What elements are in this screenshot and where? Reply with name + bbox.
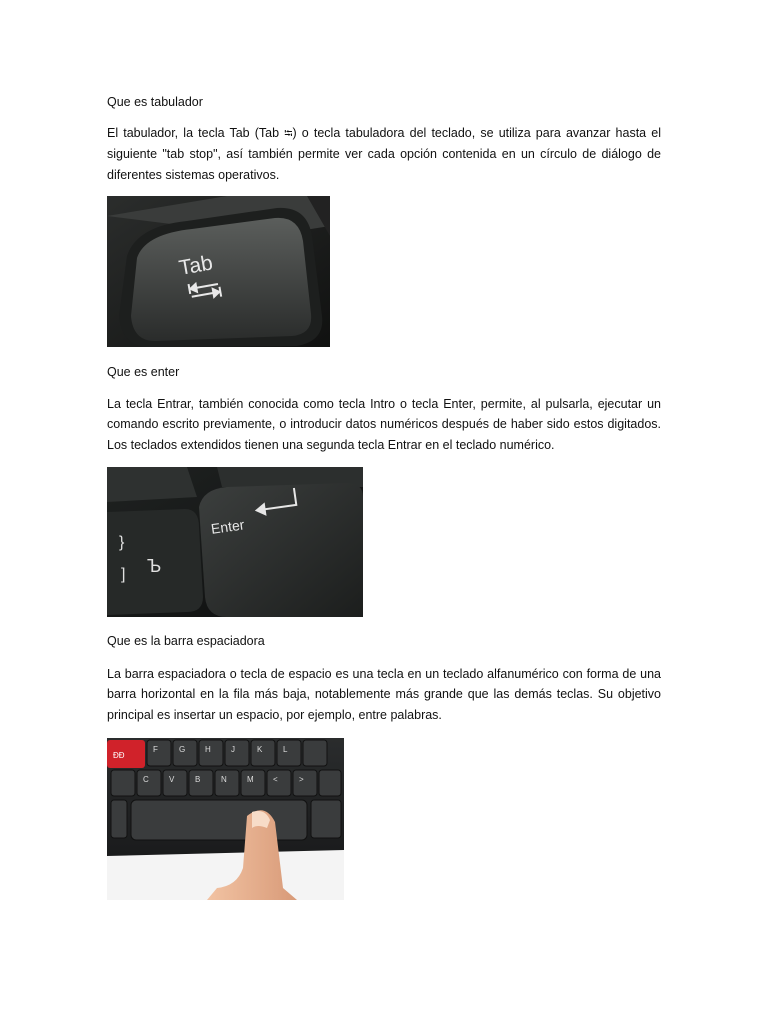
enter-image-key-brace: } (119, 534, 125, 551)
tab-key-label: Tab (177, 251, 215, 280)
heading-enter: Que es enter (107, 365, 180, 379)
spacebar-image-key-12: < (273, 775, 278, 784)
spacebar-image-key-9: B (195, 775, 201, 784)
paragraph-tabulador-part1: El tabulador, la tecla Tab (Tab (107, 126, 285, 140)
paragraph-enter: La tecla Entrar, también conocida como tecla Intro o tecla Enter, permite, al pulsarla, ejecutar un comando escrito previamente, o introducir datos numéricos después de haber sido estos digitados. Los teclados extendidos tienen una segunda tecla Entrar en el teclado numérico. (107, 397, 661, 452)
paragraph-barra-espaciadora: La barra espaciadora o tecla de espacio es una tecla en un teclado alfanumérico con forma de una barra horizontal en la fila más baja, notablemente más grande que las demás teclas. Su objetivo principal es insertar un espacio, por ejemplo, entre palabras. (107, 667, 661, 722)
enter-key-photo (107, 467, 363, 617)
spacebar-image-key-6: L (283, 745, 288, 754)
spacebar-image-key-1: F (153, 745, 158, 754)
spacebar-image-key-8: V (169, 775, 175, 784)
enter-image-key-cyrillic: Ъ (147, 556, 162, 576)
spacebar-image-key-4: J (231, 745, 235, 754)
paragraph-tabulador (107, 123, 661, 185)
spacebar-photo (107, 738, 344, 900)
enter-image-key-bracket: ] (121, 566, 126, 583)
spacebar-image-key-3: H (205, 745, 211, 754)
enter-key-label: Enter (209, 516, 246, 537)
spacebar-image-key-5: K (257, 745, 263, 754)
paragraph-tabulador-part2: ) o tecla tabuladora del teclado, se utiliza para avanzar hasta el siguiente "tab stop", así también permite ver cada opción contenida en un círculo de diálogo de diferentes sistemas operativos. (107, 126, 661, 182)
tab-key-glyph-icon: ⭾ (284, 128, 293, 140)
heading-tabulador: Que es tabulador (107, 95, 203, 109)
tab-key-photo (107, 196, 330, 347)
spacebar-image-key-10: N (221, 775, 227, 784)
spacebar-image-key-2: G (179, 745, 186, 754)
spacebar-image-key-13: > (299, 775, 304, 784)
spacebar-image-key-11: M (247, 775, 254, 784)
spacebar-image-key-0: ĐĐ (113, 751, 125, 760)
heading-barra-espaciadora: Que es la barra espaciadora (107, 634, 265, 648)
spacebar-image-key-7: C (143, 775, 149, 784)
